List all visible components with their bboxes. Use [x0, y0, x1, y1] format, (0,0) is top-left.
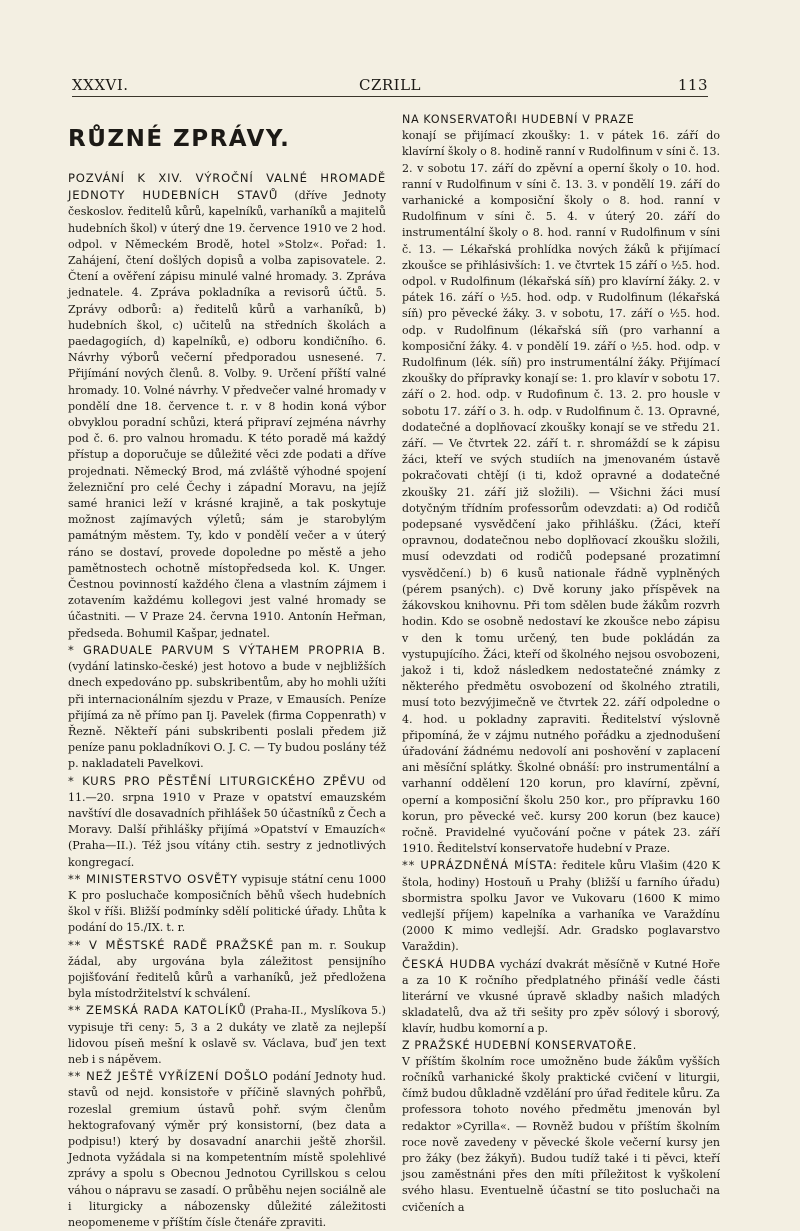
journal-title: CZRILL — [358, 76, 422, 94]
page-number: 113 — [677, 76, 708, 94]
item-heading: * GRADUALE PARVUM S VÝTAHEM PROPRIA B. — [68, 642, 386, 657]
running-header — [72, 76, 708, 98]
item-text: (vydání latinsko-české) jest hotovo a bude v nejbližších dnech expedováno pp. subskribentům, aby ho mohli užíti při internacionálním sjezdu v Praze, v Emausích. Peníze přijímá za ně přímo pan Ij. Pavelek (firma Coppenrath) v Řezně. Někteří páni subskribenti poslali předem již peníze panu pokladníkovi O. J. C. — Ty budou poslány též p. nakladateli Pavelkovi. — [68, 660, 386, 771]
news-item-city-council — [68, 937, 386, 1003]
item-heading: * KURS PRO PĚSTĚNÍ LITURGICKÉHO ZPĚVU — [68, 773, 366, 788]
item-text: podání Jednoty hud. stavů od nejd. konsistoře v příčině slavných pohřbů, rozeslal gremium ústavů pohř. svým členům hektografovaný výměr prý konsistorní, (bez data a podpisu!) který by dosavadní anarchii ještě zhoršil. Jednota vyžádala si na kompetentním místě spolehlivé zprávy a spolu s Obecnou Jednotou Cyrillskou s celou váhou o nápravu se zasadí. O průběhu nejen sociálně ale i liturgicky a nábozensky důležité záležitosti neopomeneme v příštím čísle čtenáře zpraviti. — [68, 1070, 386, 1229]
item-text: vypisuje státní cenu 1000 K pro posluchače komposičních běhů všech hudebních škol v říši. Bližší podmínky sdělí politické úřady. Lhůta k podání do 15./IX. t. r. — [68, 872, 387, 935]
item-text: pan m. r. Soukup žádal, aby urgována byla záležitost pensijního pojišťování ředitelů kůrů a varhaníků, jež předložena byla místodržitelství k schválení. — [68, 938, 386, 1001]
volume-number: XXXVI. — [72, 76, 129, 94]
item-text: od 11.—20. srpna 1910 v Praze v opatství emauzském navštíví dle dosavadních přihlášek 50 účastníků z Čech a Moravy. Další přihlášky přijímá »Opatství v Emauzích« (Praha—II.). Též jsou vítány ctih. sestry z jednotlivých kongregací. — [68, 774, 387, 869]
news-item-funerals — [68, 1068, 386, 1231]
news-item-vacancies — [402, 857, 720, 955]
news-item-general-meeting — [68, 170, 386, 642]
news-item-catholic-council — [68, 1002, 386, 1068]
item-heading: ** NEŽ JEŠTĚ VYŘÍZENÍ DOŠLO — [68, 1069, 269, 1084]
item-text: vychází dvakrát měsíčně v Kutné Hoře a za 10 K ročního předplatného přináší vedle části literární ve vkusné úpravě skladby našich mladých skladatelů, dva až tři sešity pro zpěv sólový i sborový, klavír, hudbu komorní a p. — [402, 957, 720, 1036]
item-text: (dříve Jednoty českoslov. ředitelů kůrů, kapelníků, varhaníků a majitelů hudebních škol) v úterý dne 19. července 1910 ve 2 hod. odpol. v Německém Brodě, hotel »Stolz«. Pořad: 1. Zahájení, čtení došlých dopisů a volba zapisovatele. 2. Čtení a ověření zápisu minulé valné hromady. 3. Zpráva jednatele. 4. Zpráva pokladníka a revisorů účtů. 5. Zprávy odborů: a) ředitelů kůrů a varhaníků, b) hudebních škol, c) učitelů na středních školách a paedagogiích, d) kapelníků, e) odboru kondičního. 6. Návrhy výborů večerní předporadou usnesené. 7. Přijímání nových členů. 8. Volby. 9. Určení příští valné hromady. 10. Volné návrhy. V předvečer valné hromady v pondělí dne 18. července t. r. v 8 hodin koná výbor obvyklou poradní schůzi, která připraví zejména návrhy pod č. 6. pro valnou hromadu. K této poradě má každý přístup a doporučuje se důležité věci zde podati a dříve projednati. Německý Brod, má zvláště výhodné spojení železniční pro celé Čechy i západní Moravu, na jejíž samé hranici leží v krásné krajině, a tak poskytuje možnost zajímavých výletů; sám je starobylým památným městem. Ty, kdo v pondělí večer a v úterý ráno se dostaví, provede dopoledne po městě a jeho pamětnostech ochotně místopředseda kol. K. Unger. Čestnou povinností každého člena a vlastním zájmem i zotavením každému kollegovi jest valné hromady se účastniti. — V Praze 24. června 1910. Antonín Heřman, předseda. Bohumil Kašpar, jednatel. — [68, 189, 386, 640]
news-item-ceska-hudba — [402, 956, 720, 1038]
header-rule — [72, 96, 708, 97]
conservatory-exams-heading: NA KONSERVATOŘI HUDEBNÍ V PRAZE — [402, 113, 635, 126]
news-item-ministry — [68, 871, 386, 937]
section-title: RŮZNÉ ZPRÁVY. — [68, 126, 291, 152]
item-text: ředitele kůru Vlašim (420 K štola, hodiny) Hostouň u Prahy (bližší u farního úřadu) sbormistra spolku Javor ve Vukovaru (1600 K mimo vedlejší příjem) kapelníka a varhaníka ve Varaždínu (2000 K mimo vedlejší. Adr. Gradsko poglavarstvo Varaždin). — [402, 859, 720, 954]
news-item-graduale — [68, 642, 386, 773]
item-heading: ČESKÁ HUDBA — [402, 956, 496, 971]
item-heading: ** MINISTERSTVO OSVĚTY — [68, 871, 238, 886]
left-column — [68, 112, 387, 1229]
prague-conservatory-heading: Z PRAŽSKÉ HUDEBNÍ KONSERVATOŘE. — [402, 1038, 638, 1052]
item-heading: POZVÁNÍ K XIV. VÝROČNÍ VALNÉ HROMADĚ JEDNOTY HUDEBNÍCH STAVŮ — [68, 171, 386, 203]
news-item-liturgical-course — [68, 773, 386, 871]
item-heading: ** V MĚSTSKÉ RADĚ PRAŽSKÉ — [68, 937, 275, 952]
right-column — [402, 112, 720, 1214]
news-item-conservatory-exams: konají se přijímací zkoušky: 1. v pátek 16. září do klavírní školy o 8. hodině ranní v Rudolfinum v síni č. 13. 2. v sobotu 17. září do zpěvní a operní školy o 10. hod. ranní v Rudolfinum v síni č. 13. 3. v pondělí 19. září do varhanické a komposiční školy o 8. hod. ranní v Rudolfinum v síni č. 5. 4. v úterý 20. září do instrumentální školy o 8. hod. ranní v Rudolfinum v síni č. 13. — Lékařská prohlídka nových žáků k přijímací zkoušce se přihlásivších: 1. ve čtvrtek 15 září o ½5. hod. odpol. v Rudolfinum (lékařská síň) pro klavírní žáky. 2. v pátek 16. září o ½5. hod. odp. v Rudolfinum (lékařská síň) pro pěvecké žáky. 3. v sobotu, 17. září o ½5. hod. odp. v Rudolfinum (lékařská síň (pro varhanní a komposiční žáky. 4. v pondělí 19. září o ½5. hod. odp. v Rudolfinum (lék. síň) pro instrumentální žáky. Přijímací zkoušky do přípravky konají se: 1. pro klavír v sobotu 17. září o 2. hod. odp. v Rudofinum č. 13. 2. pro housle v sobotu 17. září o 3. h. odp. v Rudolfinum č. 13. Opravné, dodatečné a doplňovací zkoušky konají se ve středu 21. září. — Ve čtvrtek 22. září t. r. shromáždí se k zápisu žáci, kteří ve svých studiích na jmenovaném ústavě pokračovati chtějí (i ti, kdož opravné a dodatečné zkoušky 21. září již složili). — Všichni žáci musí dotyčným třídním professorům odevzdati: a) Od rodičů podepsané vysvědčení jako přihlášku. (Žáci, kteří opravnou, dodatečnou nebo doplňovací zkoušku složili, musí odevzdati od rodičů podepsané prozatimní vysvědčení.) b) 6 kusů nationale řádně vyplněných (pérem psaných). c) Dvě koruny jako příspěvek na žákovskou knihovnu. Při tom sdělen bude žákům rozvrh hodin. Kdo se osobně nedostaví ke zkoušce nebo zápisu v den k tomu určený, ten bude pokládán za vystupujícího. Žáci, kteří od školného nejsou osvobozeni, jakož i ti, kdož následkem nedostatečné známky z některého předmětu osvobození od školného ztratili, musí toto bezvýjimečně ve čtvrtek 22. září odpoledne o 4. hod. u pokladny zapraviti. Ředitelství výslovně připomíná, že v zájmu nutného pořádku a zjednodušení úřadování žádnému nedovolí ani poshovění v zaplacení ani měsíční splátky. Školné obnáší: pro instrumentální a varhanní oddělení 120 korun, pro klavírní, zpěvní, operní a komposiční školu 250 kor., pro přípravku 160 korun, pro pěvecké več. kursy 200 korun (bez kauce) ročně. Pravidelné vyučování počne v pátek 23. září 1910. Ředitelství konservatoře hudební v Praze. — [402, 129, 720, 856]
news-item-prague-conservatory: V příštím školním roce umožněno bude žákům vyšších ročníků varhanické školy praktické cvičení v liturgii, čímž budou důkladně vzdělání pro úřad ředitele kůru. Za professora tohoto nového předmětu jmenován byl redaktor »Cyrilla«. — Rovněž budou v příštím školním roce nově zavedeny v pěvecké škole večerní kursy jen pro žáky (bez žákyň). Budou tudíž také i ti pěvci, kteří jsou zaměstnáni přes den míti příležitost k vyškolení svého hlasu. Eventuelně účastní se tito posluchači na cvičeních a — [402, 1054, 720, 1214]
item-text: (Praha-II., Myslíkova 5.) vypisuje tři ceny: 5, 3 a 2 dukáty ve zlatě za nejlepší lidovou píseň mešní k oslavě sv. Václava, buď jen text neb i s nápěvem. — [68, 1004, 386, 1066]
item-heading: ** UPRÁZDNĚNÁ MÍSTA: — [402, 858, 558, 873]
item-heading: ** ZEMSKÁ RADA KATOLÍKŮ — [68, 1003, 247, 1018]
